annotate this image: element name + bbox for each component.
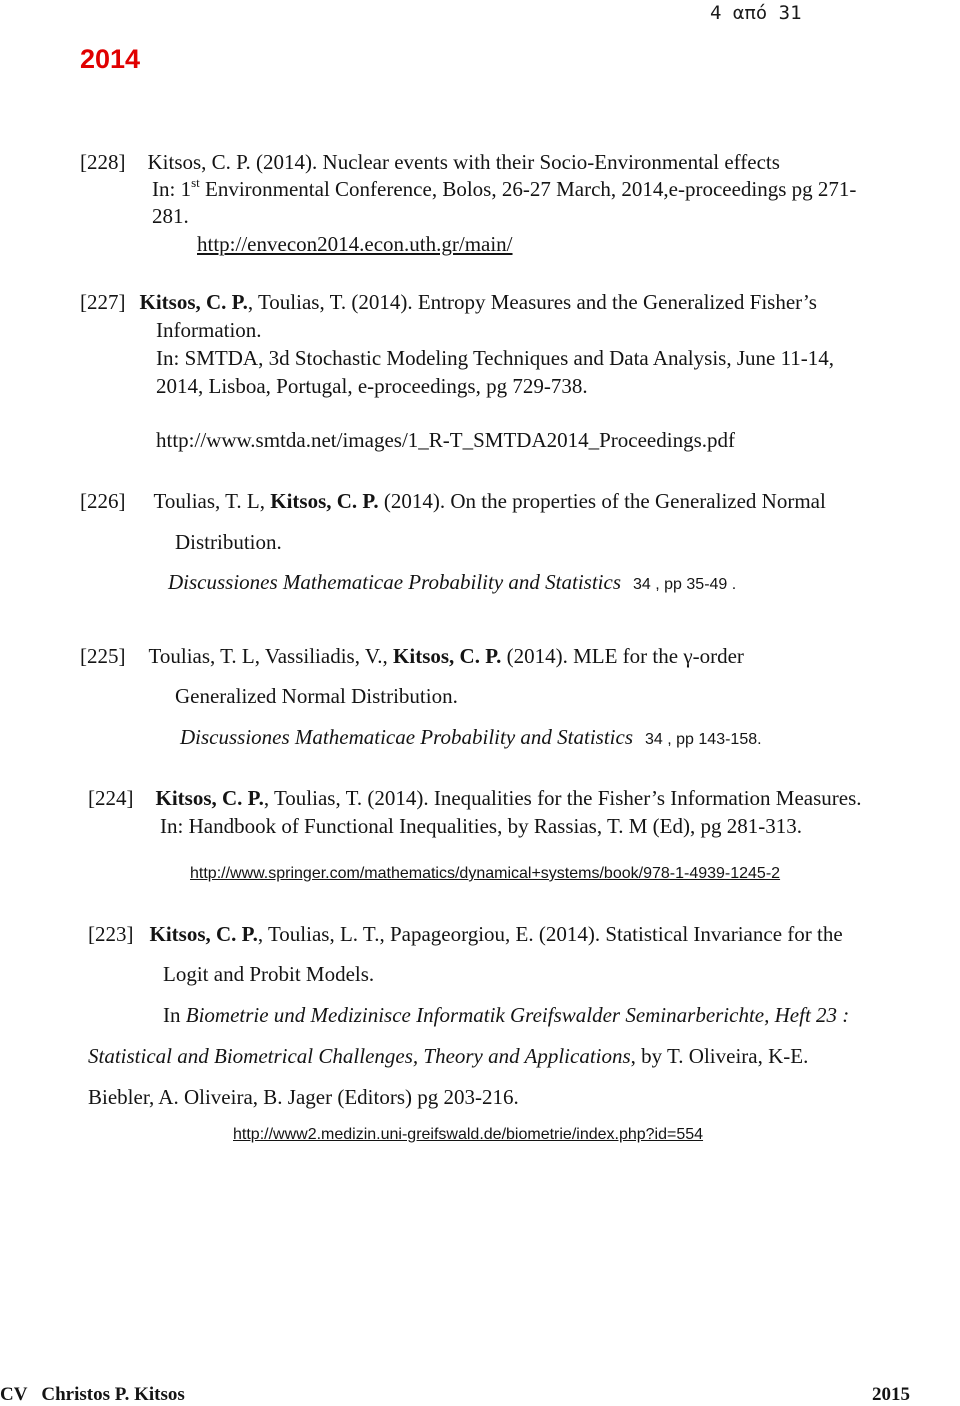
journal-name: Discussiones Mathematicae Probability and Statistics [168, 570, 622, 594]
author-name: Kitsos, C. P. [270, 489, 379, 513]
reference-text: , Toulias, L. T., Papageorgiou, E. (2014). Statistical Invariance for the [257, 922, 843, 946]
superscript: st [191, 175, 200, 190]
author-name: Kitsos, C. P. [139, 290, 248, 314]
reference-line: Biebler, A. Oliveira, B. Jager (Editors) pg 203-216. [88, 1085, 519, 1109]
footer-author: CV Christos P. Kitsos [0, 1384, 185, 1405]
book-title: Statistical and Biometrical Challenges, Theory and Applications [88, 1044, 631, 1068]
reference-line [80, 489, 826, 513]
reference-line [80, 644, 744, 668]
year-heading: 2014 [80, 44, 141, 74]
journal-name: Discussiones Mathematicae Probability and Statistics [180, 725, 634, 749]
reference-number: [228] [80, 150, 126, 174]
reference-line [80, 290, 817, 314]
reference-line: Generalized Normal Distribution. [175, 684, 458, 708]
reference-pages: 34 , pp 35-49 . [633, 576, 737, 593]
reference-text: In [163, 1003, 186, 1027]
reference-url[interactable]: http://www.springer.com/mathematics/dynamical+systems/book/978-1-4939-1245-2 [190, 865, 781, 882]
reference-text: , Toulias, T. (2014). Entropy Measures and the Generalized Fisher’s [247, 290, 817, 314]
reference-line: Information. [156, 318, 262, 342]
reference-line [88, 1044, 808, 1068]
reference-line [88, 922, 843, 946]
journal-name: Biometrie und Medizinisce Informatik Greifswalder Seminarberichte, Heft 23 : [185, 1003, 850, 1027]
footer-year: 2015 [872, 1384, 910, 1405]
reference-number: [225] [80, 644, 126, 668]
reference-pages: 34 , pp 143-158. [645, 731, 762, 748]
reference-text: Toulias, T. L, Vassiliadis, V., [148, 644, 394, 668]
reference-url[interactable]: http://www2.medizin.uni-greifswald.de/biometrie/index.php?id=554 [233, 1126, 704, 1143]
author-name: Kitsos, C. P. [149, 922, 258, 946]
reference-line: Logit and Probit Models. [163, 962, 375, 986]
reference-text: Environmental Conference, Bolos, 26-27 March, 2014,e-proceedings pg 271- [199, 177, 857, 201]
reference-number: [226] [80, 489, 126, 513]
author-name: Kitsos, C. P. [393, 644, 502, 668]
reference-line: Distribution. [175, 530, 282, 554]
author-name: Kitsos, C. P. [155, 786, 264, 810]
reference-line [163, 1003, 849, 1027]
reference-text: (2014). On the properties of the Generalized Normal [378, 489, 826, 513]
reference-number: [223] [88, 922, 134, 946]
reference-url[interactable]: http://envecon2014.econ.uth.gr/main/ [197, 232, 513, 256]
page-counter: 4 από 31 [710, 2, 802, 24]
reference-line [180, 725, 762, 752]
reference-line [152, 177, 856, 201]
reference-text: , Toulias, T. (2014). Inequalities for the Fisher’s Information Measures. [263, 786, 862, 810]
reference-citation: Kitsos, C. P. (2014). Nuclear events with their Socio-Environmental effects [147, 150, 780, 174]
reference-url[interactable]: http://www.smtda.net/images/1_R-T_SMTDA2014_Proceedings.pdf [156, 428, 735, 452]
reference-text: (2014). MLE for the γ-order [501, 644, 744, 668]
reference-text: , by T. Oliveira, K-E. [630, 1044, 809, 1068]
reference-line [168, 570, 736, 597]
reference-number: [227] [80, 290, 126, 314]
reference-line [88, 786, 862, 810]
reference-line: In: SMTDA, 3d Stochastic Modeling Techniques and Data Analysis, June 11-14, [156, 346, 835, 370]
reference-line: 281. [152, 204, 189, 228]
reference-line: In: Handbook of Functional Inequalities, by Rassias, T. M (Ed), pg 281-313. [160, 814, 802, 838]
reference-line: 2014, Lisboa, Portugal, e-proceedings, pg 729-738. [156, 374, 588, 398]
reference-text: Toulias, T. L, [153, 489, 271, 513]
reference-number: [224] [88, 786, 134, 810]
reference-text: In: 1 [152, 177, 192, 201]
reference-line [80, 150, 780, 174]
